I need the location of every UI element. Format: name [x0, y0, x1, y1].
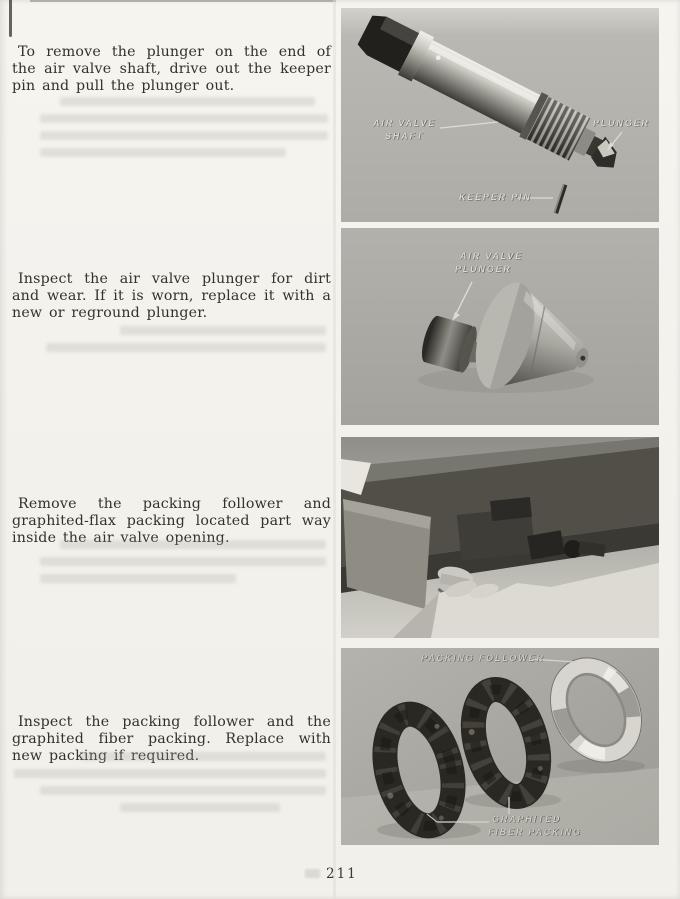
photo-packing-rings	[341, 648, 659, 845]
caption-graphited-fiber-packing	[488, 814, 582, 837]
caption-air-valve-shaft	[373, 118, 436, 141]
caption-line: AIR VALVE	[460, 251, 524, 261]
scan-edge-top	[30, 0, 336, 2]
bleed-through-text	[60, 540, 326, 549]
caption-line: SHAFT	[385, 131, 424, 141]
bleed-through-text	[40, 131, 328, 140]
photo-air-valve-plunger	[341, 228, 659, 425]
caption-packing-follower: PACKING FOLLOWER	[421, 653, 545, 663]
instruction-remove-packing: Remove the packing follower and graphited-flax packing located part way inside the air valve opening.	[12, 496, 331, 546]
bleed-through-text	[46, 343, 326, 352]
caption-plunger: PLUNGER	[593, 118, 650, 128]
caption-line: GRAPHITED	[492, 814, 562, 824]
caption-line: FIBER PACKING	[488, 827, 582, 837]
bleed-through-text	[14, 769, 326, 778]
caption-air-valve-plunger	[455, 251, 524, 274]
bleed-through-text	[40, 114, 328, 123]
bleed-through-text	[40, 574, 236, 583]
bleed-through-text	[60, 97, 315, 106]
instruction-inspect-packing: Inspect the packing follower and the graphited fiber packing. Replace with new packing if required.	[12, 714, 331, 764]
bleed-through-text	[40, 557, 326, 566]
gutter-shading	[333, 0, 336, 899]
machine-illustration	[341, 437, 659, 638]
instruction-remove-plunger: To remove the plunger on the end of the air valve shaft, drive out the keeper pin and pull the plunger out.	[12, 44, 331, 94]
caption-keeper-pin: KEEPER PIN	[459, 192, 532, 202]
bleed-through-text	[120, 803, 280, 812]
instruction-inspect-plunger: Inspect the air valve plunger for dirt and wear. If it is worn, replace it with a new or reground plunger.	[12, 271, 331, 321]
bleed-through-text	[40, 786, 326, 795]
ink-smudge	[305, 869, 320, 878]
page-number: 211	[326, 866, 358, 882]
bleed-through-text	[120, 326, 326, 335]
air-valve-shaft-illustration	[341, 8, 659, 222]
photo-air-valve-shaft	[341, 8, 659, 222]
caption-line: AIR VALVE	[373, 118, 437, 128]
photo-removing-packing-follower	[341, 437, 659, 638]
bleed-through-text	[40, 148, 286, 157]
caption-line: PLUNGER	[455, 264, 512, 274]
bleed-through-text	[80, 752, 326, 761]
scan-edge-left	[9, 0, 12, 37]
